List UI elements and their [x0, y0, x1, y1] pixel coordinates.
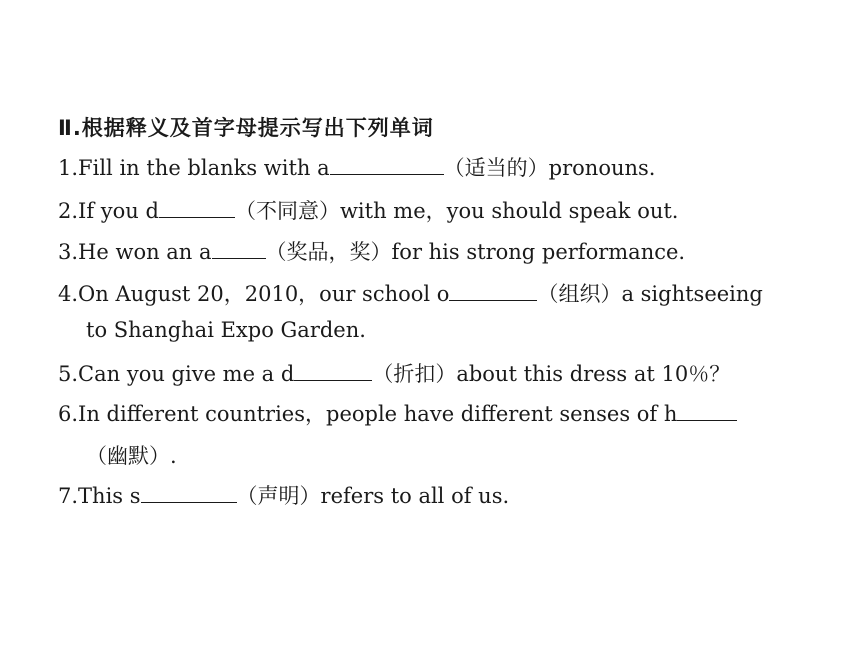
item-number: 5. — [58, 362, 79, 386]
item-number: 3. — [58, 240, 79, 264]
item-text-before: If you d — [78, 199, 159, 223]
item-number: 2. — [58, 199, 79, 223]
item-text-before: In different countries，people have different senses of h — [78, 402, 678, 426]
answer-blank[interactable] — [141, 484, 237, 503]
item-text-after: refers to all of us. — [320, 484, 510, 508]
exercise-item-6 — [58, 398, 737, 428]
exercise-item-7 — [58, 480, 509, 510]
exercise-item-4-continuation — [86, 318, 366, 342]
exercise-item-3 — [58, 236, 685, 266]
item-text-before: Fill in the blanks with a — [78, 156, 330, 180]
answer-blank[interactable] — [449, 282, 537, 301]
item-text-continued: to Shanghai Expo Garden. — [86, 318, 366, 342]
item-text-before: This s — [78, 484, 141, 508]
exercise-item-1 — [58, 152, 655, 182]
item-hint: （不同意） — [234, 199, 340, 223]
item-text-after: a sightseeing — [621, 282, 763, 306]
item-text-after: with me，you should speak out. — [339, 199, 679, 223]
item-hint: （组织） — [537, 282, 622, 306]
answer-blank[interactable] — [330, 156, 444, 175]
item-text-before: He won an a — [78, 240, 212, 264]
item-text-after: about this dress at 10％？ — [456, 362, 731, 386]
item-hint: （奖品，奖） — [265, 240, 392, 264]
item-text-after: pronouns. — [548, 156, 656, 180]
answer-blank[interactable] — [212, 240, 266, 259]
item-text-before: Can you give me a d — [78, 362, 295, 386]
item-text-after: for his strong performance. — [391, 240, 686, 264]
exercise-item-4 — [58, 278, 763, 308]
item-number: 7. — [58, 484, 79, 508]
item-text-before: On August 20，2010，our school o — [78, 282, 450, 306]
item-number: 1. — [58, 156, 79, 180]
item-hint: （折扣） — [372, 362, 457, 386]
exercise-item-5 — [58, 358, 730, 388]
answer-blank[interactable] — [677, 402, 737, 421]
exercise-item-2 — [58, 195, 679, 225]
item-number: 4. — [58, 282, 79, 306]
item-hint: （幽默）. — [86, 444, 177, 468]
item-number: 6. — [58, 402, 79, 426]
exercise-item-6-continuation — [86, 440, 177, 470]
item-hint: （适当的） — [443, 156, 549, 180]
answer-blank[interactable] — [294, 362, 372, 381]
section-heading: Ⅱ.根据释义及首字母提示写出下列单词 — [58, 116, 434, 140]
answer-blank[interactable] — [159, 199, 235, 218]
item-hint: （声明） — [236, 484, 321, 508]
